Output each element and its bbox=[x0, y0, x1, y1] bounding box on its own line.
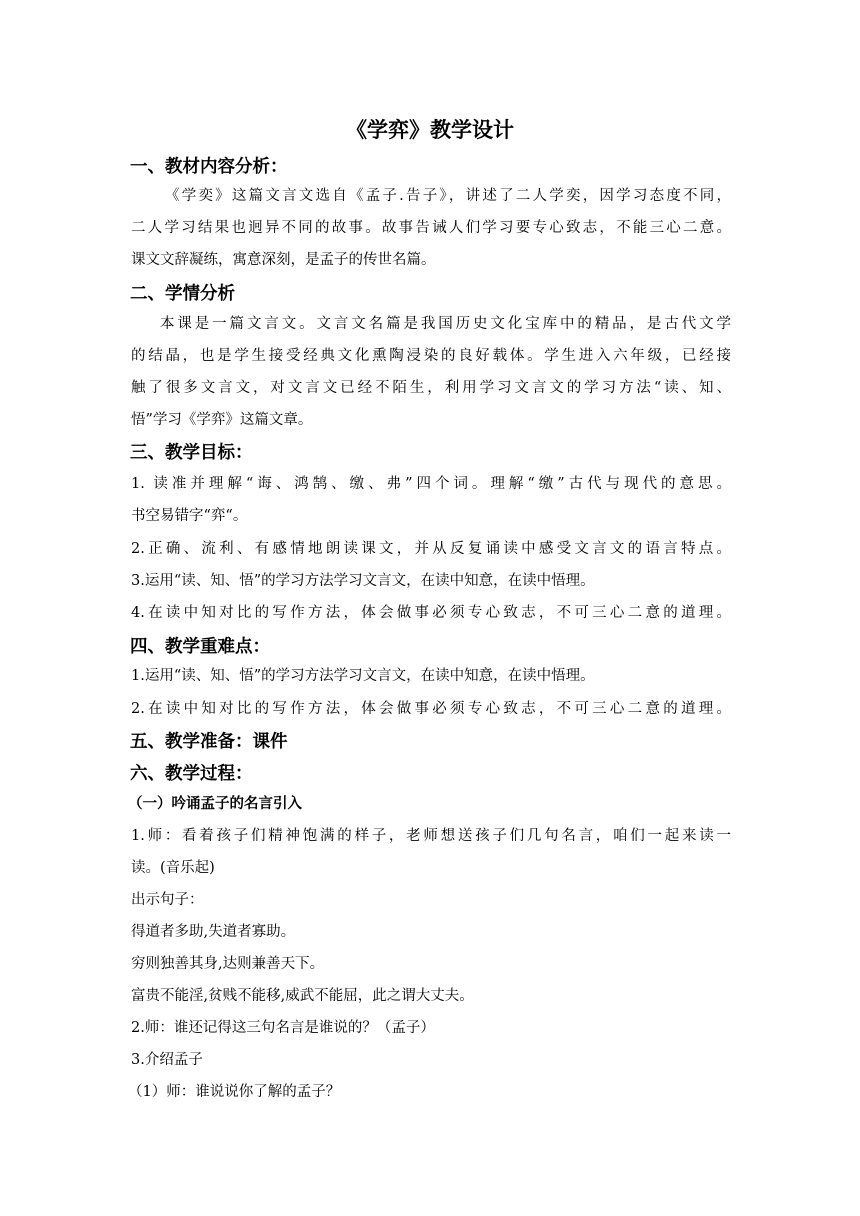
quote-line: 富贵不能淫,贫贱不能移,威武不能屈，此之谓大丈夫。 bbox=[131, 988, 474, 1004]
goal-item: 2.正确、流利、有感情地朗读课文，并从反复诵读中感受文言文的语言特点。 bbox=[131, 541, 731, 557]
key-point-item: 2.在读中知对比的写作方法，体会做事必须专心致志，不可三心二意的道理。 bbox=[131, 701, 731, 717]
paragraph-line: 本课是一篇文言文。文言文名篇是我国历史文化宝库中的精品，是古代文学 bbox=[160, 316, 731, 332]
section-heading-preparation: 五、教学准备：课件 bbox=[130, 732, 288, 752]
paragraph-line: 《学奕》这篇文言文选自《孟子.告子》，讲述了二人学奕，因学习态度不同， bbox=[165, 188, 731, 204]
paragraph-line: 课文文辞凝练，寓意深刻，是孟子的传世名篇。 bbox=[131, 252, 436, 268]
section-heading-teaching-goals: 三、教学目标： bbox=[130, 443, 253, 463]
process-line: （1）师：谁说说你了解的孟子？ bbox=[128, 1084, 341, 1100]
quote-line: 得道者多助,失道者寡助。 bbox=[131, 924, 296, 940]
process-line: 出示句子： bbox=[131, 892, 204, 908]
section-heading-learner-analysis: 二、学情分析 bbox=[130, 284, 235, 304]
document-title: 《学弈》教学设计 bbox=[346, 118, 514, 142]
process-line: 1.师：看着孩子们精神饱满的样子，老师想送孩子们几句名言，咱们一起来读一 bbox=[131, 828, 731, 844]
goal-item: 书空易错字“弈“。 bbox=[131, 508, 248, 524]
paragraph-line: 触了很多文言文，对文言文已经不陌生，利用学习文言文的学习方法“读、知、 bbox=[131, 380, 731, 396]
quote-line: 穷则独善其身,达则兼善天下。 bbox=[131, 956, 325, 972]
process-line: 读。(音乐起) bbox=[131, 860, 215, 876]
paragraph-line: 的结晶，也是学生接受经典文化熏陶浸染的良好载体。学生进入六年级，已经接 bbox=[131, 348, 731, 364]
goal-item: 3.运用“读、知、悟”的学习方法学习文言文，在读中知意，在读中悟理。 bbox=[131, 573, 595, 589]
paragraph-line: 二人学习结果也迥异不同的故事。故事告诫人们学习要专心致志，不能三心二意。 bbox=[131, 220, 731, 236]
process-line: 3.介绍孟子 bbox=[131, 1052, 203, 1068]
process-line: 2.师：谁还记得这三句名言是谁说的？（孟子） bbox=[131, 1020, 435, 1036]
key-point-item: 1.运用“读、知、悟”的学习方法学习文言文，在读中知意，在读中悟理。 bbox=[131, 668, 595, 684]
subsection-heading: （一）吟诵孟子的名言引入 bbox=[128, 796, 302, 812]
goal-item: 1. 读准并理解“诲、鸿鹄、缴、弗”四个词。理解“缴”古代与现代的意思。 bbox=[131, 476, 731, 492]
goal-item: 4.在读中知对比的写作方法，体会做事必须专心致志，不可三心二意的道理。 bbox=[131, 605, 731, 621]
section-heading-teaching-process: 六、教学过程： bbox=[130, 764, 253, 784]
paragraph-line: 悟”学习《学弈》这篇文章。 bbox=[131, 412, 313, 428]
section-heading-key-points: 四、教学重难点： bbox=[130, 637, 270, 657]
section-heading-textbook-analysis: 一、教材内容分析： bbox=[130, 157, 288, 177]
